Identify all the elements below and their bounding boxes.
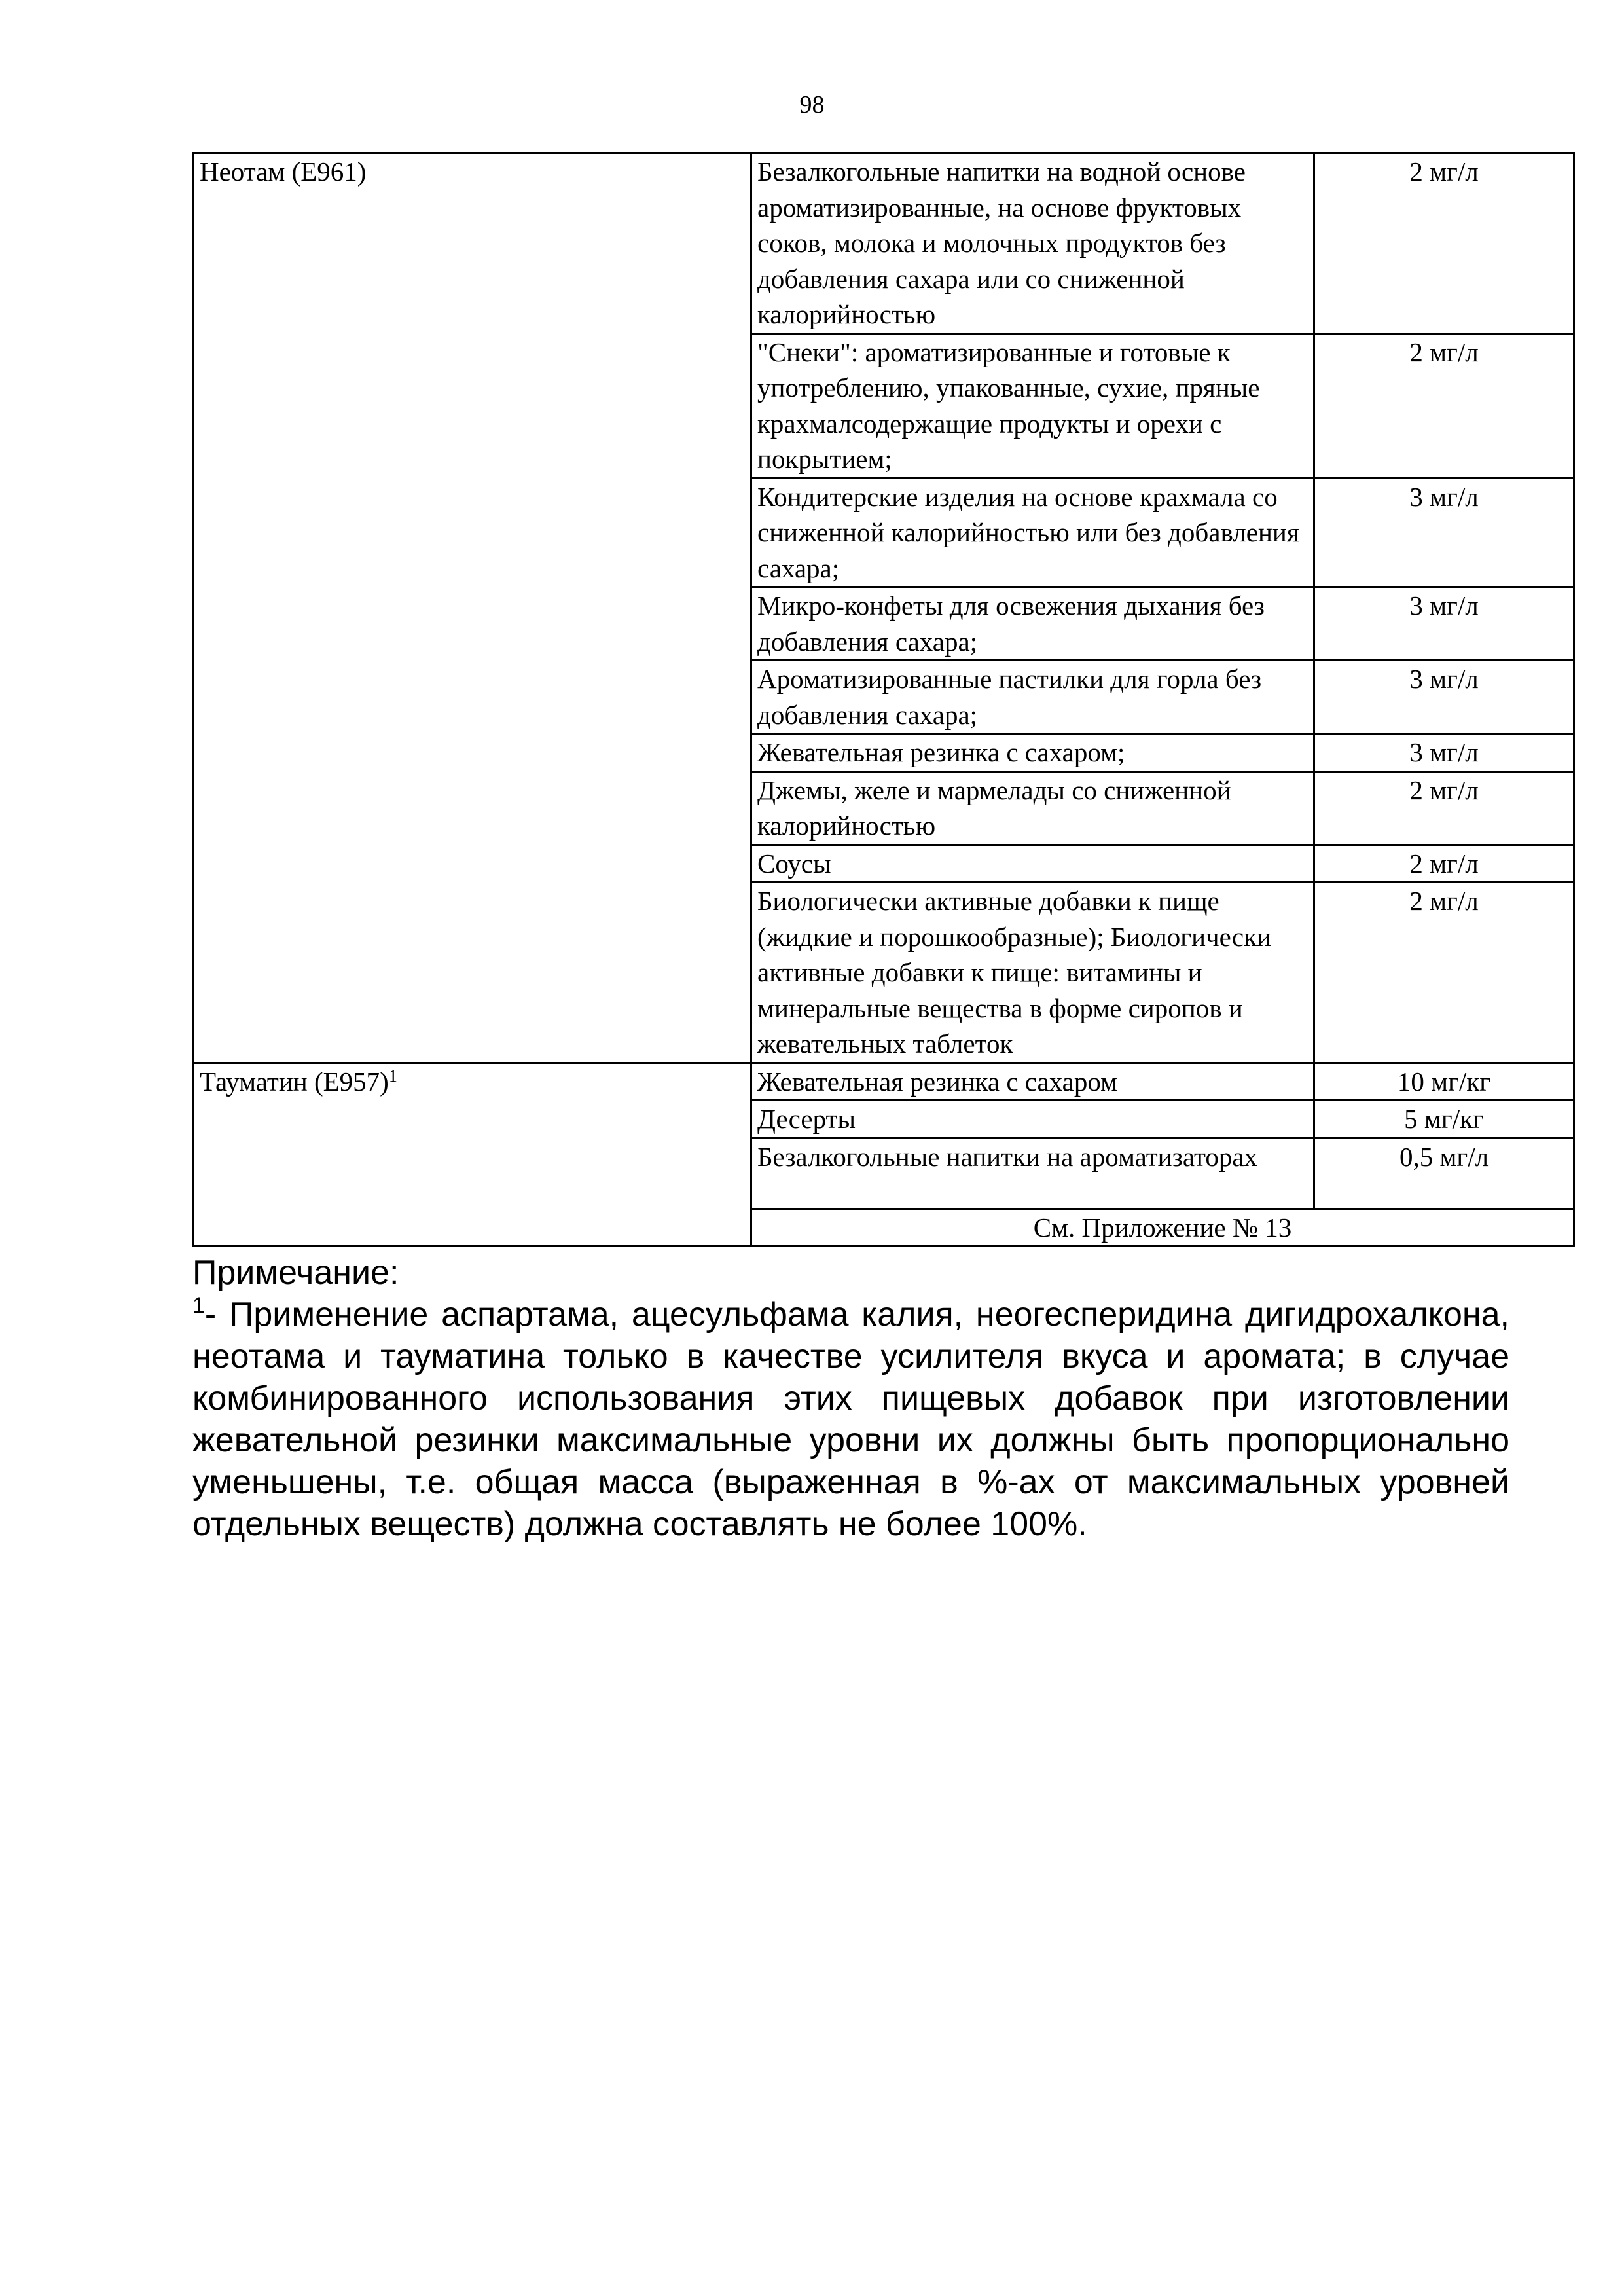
additive-name-cell [194,153,751,1063]
product-cell: Соусы [751,845,1314,883]
note-text-paragraph [192,1294,1509,1545]
additives-table [192,152,1575,1247]
product-cell: Жевательная резинка с сахаром; [751,734,1314,772]
amount-cell: 0,5 мг/л [1314,1138,1574,1209]
product-cell: Безалкогольные напитки на водной основе ароматизированные, на основе фруктовых соков, молока и молочных продуктов без добавления сахара или со сниженной калорийностью [751,153,1314,334]
amount-cell: 3 мг/л [1314,661,1574,734]
product-cell: Десерты [751,1101,1314,1139]
product-cell: Биологически активные добавки к пище (жидкие и порошкообразные); Биологически активные добавки к пище: витамины и минеральные вещества в форме сиропов и жевательных таблеток [751,883,1314,1063]
amount-cell: 3 мг/л [1314,587,1574,661]
amount-cell: 2 мг/л [1314,845,1574,883]
additive-name: Неотам (Е961) [200,156,367,187]
amount-cell: 2 мг/л [1314,883,1574,1063]
amount-cell: 2 мг/л [1314,153,1574,334]
footnote-mark: 1 [388,1066,397,1085]
amount-cell: 10 мг/кг [1314,1063,1574,1101]
product-cell: Джемы, желе и мармелады со сниженной калорийностью [751,771,1314,845]
amount-cell: 2 мг/л [1314,333,1574,478]
appendix-reference: См. Приложение № 13 [751,1209,1574,1247]
product-cell: Безалкогольные напитки на ароматизаторах [751,1138,1314,1209]
note-text: - Применение аспартама, ацесульфама калия, неогесперидина дигидрохалкона, неотама и тауматина только в качестве усилителя вкуса и аромата; в случае комбинированного использования этих пищевых добавок при изготовлении жевательной резинки максимальные уровни их должны быть пропорционально уменьшены, т.е. общая масса (выраженная в %-ах от максимальных уровней отдельных веществ) должна составлять не более 100%. [192,1296,1509,1543]
footnote-section [192,1252,1509,1545]
amount-cell: 5 мг/кг [1314,1101,1574,1139]
product-cell: Ароматизированные пастилки для горла без добавления сахара; [751,661,1314,734]
table-row [194,153,1574,334]
product-cell: Кондитерские изделия на основе крахмала со сниженной калорийностью или без добавления сахара; [751,478,1314,587]
product-cell: Микро-конфеты для освежения дыхания без добавления сахара; [751,587,1314,661]
table-row [194,1063,1574,1101]
amount-cell: 2 мг/л [1314,771,1574,845]
page-number: 98 [799,91,825,118]
additive-name-cell [194,1063,751,1247]
product-cell: "Снеки": ароматизированные и готовые к употреблению, упакованные, сухие, пряные крахмалсодержащие продукты и орехи с покрытием; [751,333,1314,478]
note-mark: 1 [192,1293,205,1318]
additive-name: Тауматин (Е957) [200,1066,389,1097]
note-title: Примечание: [192,1254,399,1292]
amount-cell: 3 мг/л [1314,478,1574,587]
product-cell: Жевательная резинка с сахаром [751,1063,1314,1101]
amount-cell: 3 мг/л [1314,734,1574,772]
